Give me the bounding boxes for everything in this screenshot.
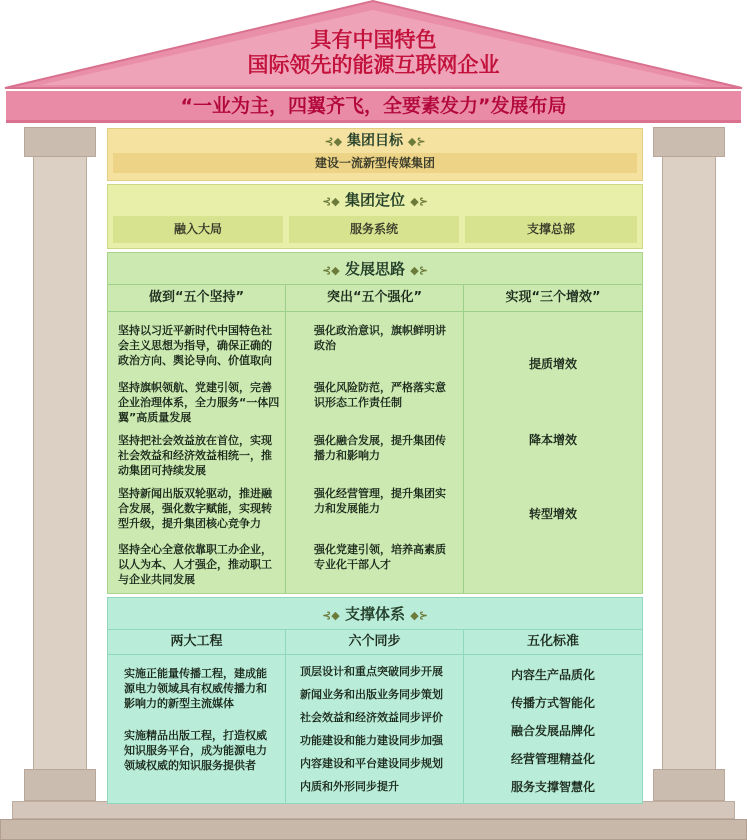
position-item: 融入大局 <box>113 216 283 243</box>
support-column-header: 六个同步 <box>286 630 463 655</box>
approach-item: 强化党建引领，培养高素质专业化干部人才 <box>314 543 446 571</box>
goal-section <box>107 128 643 181</box>
support-item: 经营管理精益化 <box>510 752 595 766</box>
approach-item: 坚持全心全意依靠职工办企业，以人为本、人才强企，推动职工与企业共同发展 <box>118 543 272 586</box>
support-column-sync <box>286 630 464 803</box>
approach-column-efficiency <box>464 285 642 593</box>
support-item: 融合发展品牌化 <box>510 724 595 738</box>
ornament-left-icon: ⊰◆ <box>322 195 340 208</box>
approach-item: 强化风险防范，严格落实意识形态工作责任制 <box>314 381 446 409</box>
position-item: 服务系统 <box>289 216 459 243</box>
roof-title-line1: 具有中国特色 <box>310 28 437 52</box>
layout-slogan: “一业为主，四翼齐飞，全要素发力”发展布局 <box>180 95 567 117</box>
right-pillar-shaft <box>662 157 716 769</box>
approach-item: 转型增效 <box>528 507 577 521</box>
approach-item: 坚持新闻出版双轮驱动，推进融合发展，强化数字赋能，实现转型升级，提升集团核心竞争力 <box>118 487 272 530</box>
support-section <box>107 597 643 804</box>
support-item: 内容建设和平台建设同步规划 <box>300 757 443 770</box>
support-item: 新闻业务和出版业务同步策划 <box>300 688 443 701</box>
approach-title: 发展思路 <box>344 260 405 278</box>
position-section <box>107 184 643 249</box>
support-column-projects <box>108 630 286 803</box>
support-item: 内容生产品质化 <box>510 668 595 682</box>
approach-item: 降本增效 <box>528 433 577 447</box>
ornament-left-icon: ⊰◆ <box>322 609 340 622</box>
approach-item: 强化政治意识，旗帜鲜明讲政治 <box>314 324 446 352</box>
goal-title-row <box>108 132 642 151</box>
support-item: 实施精品出版工程，打造权威知识服务平台，成为能源电力领域权威的知识服务提供者 <box>124 729 267 772</box>
support-column-header: 两大工程 <box>108 630 285 655</box>
approach-item: 坚持旗帜领航、党建引领，完善企业治理体系，全力服务“一体四翼”高质量发展 <box>118 381 280 424</box>
support-item: 内质和外形同步提升 <box>300 780 399 793</box>
left-pillar-shaft <box>33 157 87 769</box>
support-item: 传播方式智能化 <box>510 696 595 710</box>
approach-column-header: 突出“五个强化” <box>286 285 463 312</box>
goal-title: 集团目标 <box>347 133 403 149</box>
ornament-left-icon: ⊰◆ <box>324 135 343 148</box>
support-item: 功能建设和能力建设同步加强 <box>300 734 443 747</box>
ornament-right-icon: ◆⊱ <box>407 135 426 148</box>
support-title-row <box>108 604 642 626</box>
ornament-right-icon: ◆⊱ <box>410 264 428 277</box>
goal-content: 建设一流新型传媒集团 <box>113 153 637 173</box>
approach-item: 强化融合发展，提升集团传播力和影响力 <box>314 434 446 462</box>
roof-band <box>6 91 741 123</box>
approach-item: 坚持把社会效益放在首位，实现社会效益和经济效益相统一，推动集团可持续发展 <box>118 434 272 477</box>
left-pillar-capital <box>24 127 96 157</box>
ornament-right-icon: ◆⊱ <box>410 609 428 622</box>
ornament-right-icon: ◆⊱ <box>410 195 428 208</box>
support-item: 社会效益和经济效益同步评价 <box>300 711 443 724</box>
right-pillar-base <box>653 769 725 801</box>
support-column-header: 五化标准 <box>464 630 642 655</box>
approach-column-strengthen <box>286 285 464 593</box>
support-title: 支撑体系 <box>344 605 405 623</box>
approach-title-row <box>108 259 642 281</box>
support-column-standards <box>464 630 642 803</box>
position-item: 支撑总部 <box>465 216 637 243</box>
left-pillar-base <box>24 769 96 801</box>
position-title-row <box>108 190 642 212</box>
approach-column-header: 做到“五个坚持” <box>108 285 285 312</box>
approach-column-persist <box>108 285 286 593</box>
right-pillar-capital <box>653 127 725 157</box>
support-item: 实施正能量传播工程，建成能源电力领域具有权威传播力和影响力的新型主流媒体 <box>124 667 267 710</box>
approach-section <box>107 252 643 594</box>
ornament-left-icon: ⊰◆ <box>322 264 340 277</box>
approach-column-header: 实现“三个增效” <box>464 285 642 312</box>
approach-item: 强化经营管理，提升集团实力和发展能力 <box>314 487 446 515</box>
support-item: 顶层设计和重点突破同步开展 <box>300 665 443 678</box>
roof-title-line2: 国际领先的能源互联网企业 <box>247 53 500 77</box>
support-item: 服务支撑智慧化 <box>510 780 595 794</box>
position-title: 集团定位 <box>344 191 405 209</box>
approach-item: 坚持以习近平新时代中国特色社会主义思想为指导，确保正确的政治方向、舆论导向、价值取向 <box>118 324 272 367</box>
base-step-lower <box>0 819 747 840</box>
approach-item: 提质增效 <box>528 357 577 371</box>
